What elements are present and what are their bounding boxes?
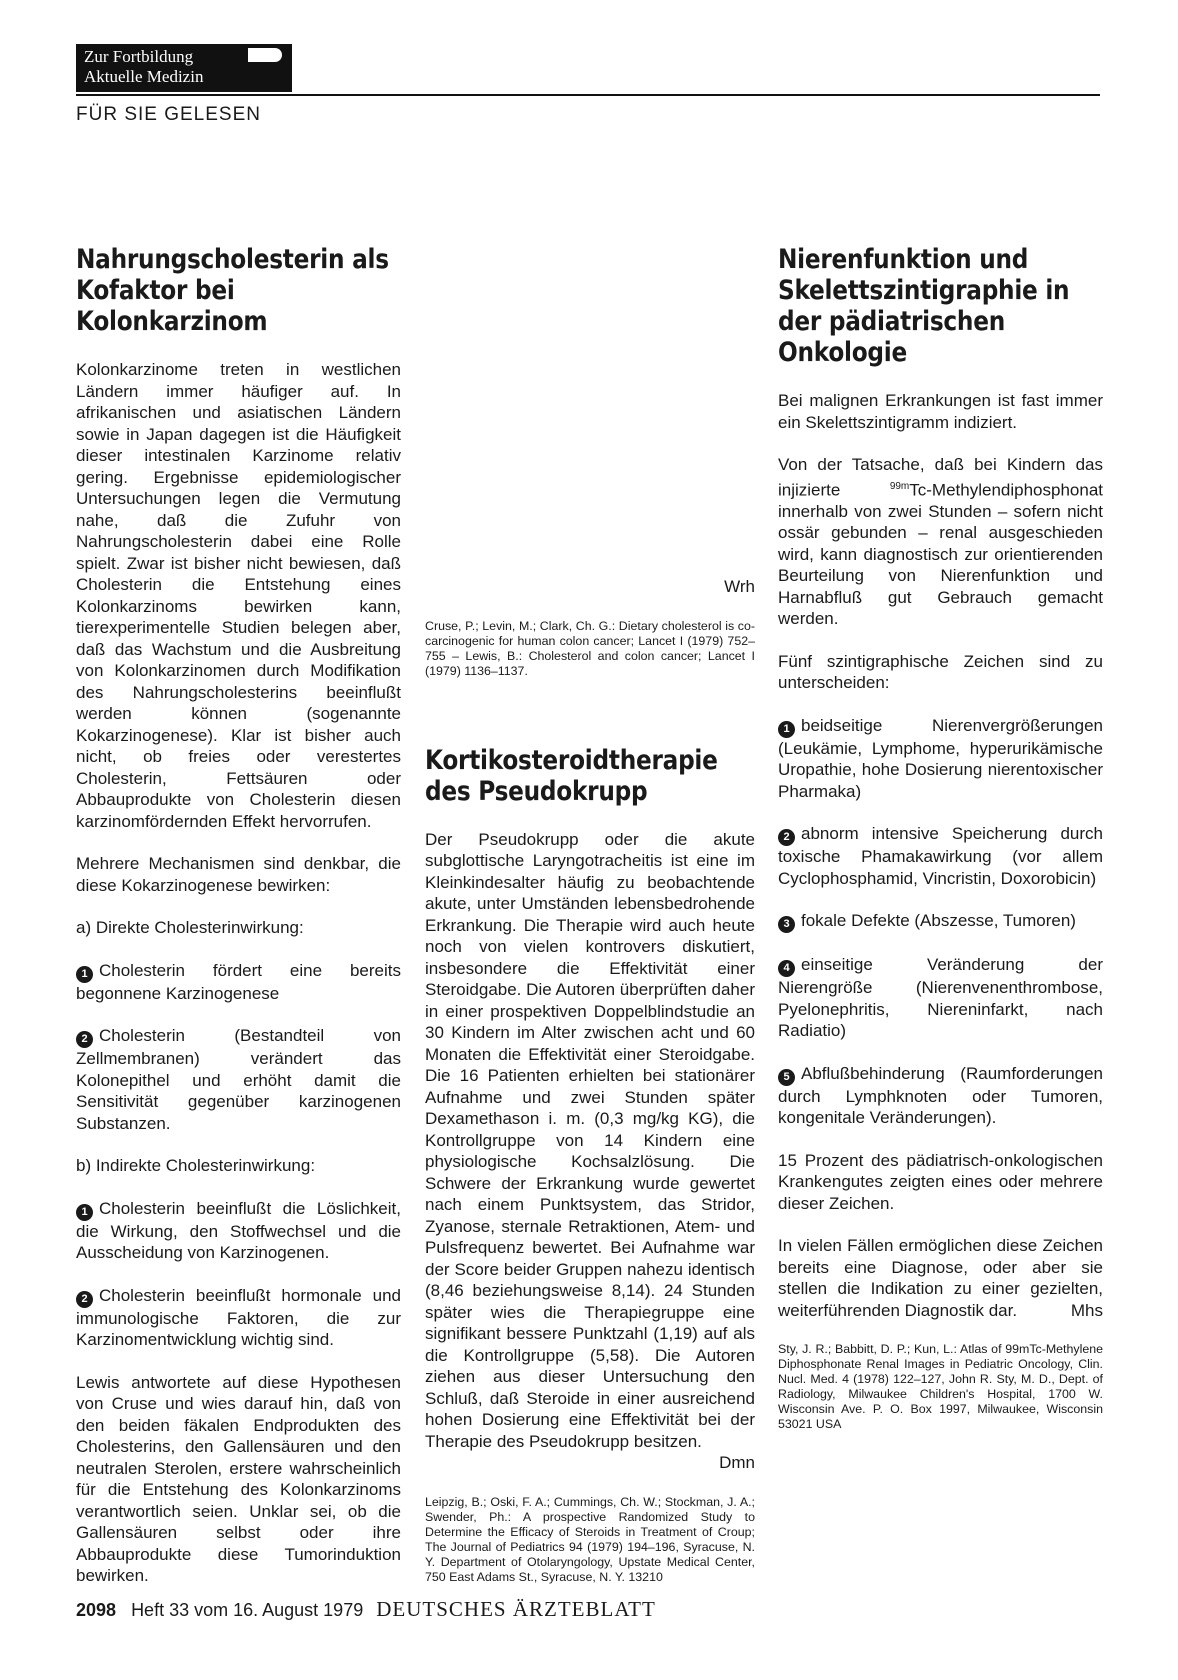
article-1-b1: 1 Cholesterin beeinflußt die Löslichkeit, die Wirkung, den Stoffwechsel und die Ausscheidung von Karzinogenen. bbox=[76, 1198, 401, 1262]
article-1-b2: 2 Cholesterin beeinflußt hormonale und immunologische Faktoren, die zur Karzinomentwicklung wichtig sind. bbox=[76, 1285, 401, 1349]
section-label: FÜR SIE GELESEN bbox=[76, 104, 261, 125]
article-2-reference: Leipzig, B.; Oski, F. A.; Cummings, Ch. W.; Stockman, J. A.; Swender, Ph.: A prospective Randomized Study to Determine the Efficacy of Steroids in Treatment of Croup; The Journal of Pediatrics 94 (1979) 194–196, Syracuse, N. Y. Department of Otolaryngology, Upstate Medical Center, 750 East Adams St., Syracuse, N. Y. 13210 bbox=[425, 1494, 755, 1584]
article-2-signature-line bbox=[425, 1452, 755, 1474]
number-4-icon: 4 bbox=[778, 960, 795, 977]
article-2-title: Kortikosteroidtherapie des Pseudokrupp bbox=[425, 744, 718, 807]
article-3-paragraph-4: 15 Prozent des pädiatrisch-onkologischen Krankengutes zeigten eines oder mehrere dieser Zeichen. bbox=[778, 1150, 1103, 1213]
sign-1: 1 beidseitige Nierenvergrößerungen (Leukämie, Lymphome, hyperurikämische Uropathie, hohe Dosierung nierentoxischer Pharmaka) bbox=[778, 715, 1103, 801]
sign-2: 2 abnorm intensive Speicherung durch toxische Phamakawirkung (vor allem Cyclophosphamid, Vincristin, Doxorobicin) bbox=[778, 824, 1103, 888]
article-3-title: Nierenfunktion und Skelettszintigraphie in der pädiatrischen Onkologie bbox=[778, 244, 1070, 368]
article-3-reference: Sty, J. R.; Babbitt, D. P.; Kun, L.: Atlas of 99mTc-Methylene Diphosphonate Renal Images in Pediatric Oncology, Clin. Nucl. Med. 4 (1978) 122–127, John R. Sty, M. D., Dept. of Radiology, Milwaukee Children's Hospital, 1700 W. Wisconsin Ave. P. O. Box 1997, Milwaukee, Wisconsin 53021 USA bbox=[778, 1342, 1103, 1432]
article-3-paragraph-2: Von der Tatsache, daß bei Kindern das injizierte $^{99m}$Tc-Methylendiphosphonat innerhalb von zwei Stunden – sofern nicht ossär gebunden – renal ausgeschieden wird, kann diagnostisch zur orientierenden Beurteilung von Nierenfunktion und Harnabfluß gut Gebrauch gemacht werden. bbox=[778, 455, 1103, 629]
number-2-icon: 2 bbox=[76, 1031, 93, 1048]
number-2-icon: 2 bbox=[76, 1291, 93, 1308]
article-3-paragraph-3: Fünf szintigraphische Zeichen sind zu unterscheiden: bbox=[778, 651, 1103, 693]
header-rule bbox=[76, 94, 1100, 96]
article-1-b-label: b) Indirekte Cholesterinwirkung: bbox=[76, 1156, 316, 1175]
article-1-reference: Cruse, P.; Levin, M.; Clark, Ch. G.: Dietary cholesterol is co-carcinogenic for human colon cancer; Lancet I (1979) 752–755 – Lewis, B.: Cholesterol and colon cancer; Lancet I (1979) 1136–1137. bbox=[425, 618, 755, 678]
number-1-icon: 1 bbox=[76, 1204, 93, 1221]
article-1-a2: 2 Cholesterin (Bestandteil von Zellmembranen) verändert das Kolonepithel und erhöht damit die Sensitivität gegenüber karzinogenen Substanzen. bbox=[76, 1026, 401, 1133]
number-1-icon: 1 bbox=[76, 966, 93, 983]
section-badge bbox=[76, 44, 292, 92]
number-3-icon: 3 bbox=[778, 916, 795, 933]
article-3-paragraph-1: Bei malignen Erkrankungen ist fast immer ein Skelettszintigramm indiziert. bbox=[778, 391, 1103, 432]
article-1-title: Nahrungscholesterin als Kofaktor bei Kolonkarzinom bbox=[76, 244, 389, 337]
article-1-continuation-space bbox=[425, 244, 755, 576]
number-1-icon: 1 bbox=[778, 721, 795, 738]
article-1-a1: 1 Cholesterin fördert eine bereits begonnene Karzinogenese bbox=[76, 960, 401, 1003]
sign-5: 5 Abflußbehinderung (Raumforderungen durch Lymphknoten oder Tumoren, kongenitale Veränderungen). bbox=[778, 1063, 1103, 1128]
journal-name: DEUTSCHES ÄRZTEBLATT bbox=[376, 1597, 656, 1621]
badge-arrow-icon bbox=[248, 48, 282, 62]
badge-line-1: Zur Fortbildung bbox=[84, 47, 194, 66]
article-2-signature: Dmn bbox=[719, 1453, 755, 1472]
article-1-a-label: a) Direkte Cholesterinwirkung: bbox=[76, 918, 304, 937]
badge-line-2: Aktuelle Medizin bbox=[84, 67, 204, 86]
sign-4: 4 einseitige Veränderung der Nierengröße (Nierenvenenthrombose, Pyelonephritis, Niereninfarkt, nach Radiatio) bbox=[778, 955, 1103, 1041]
article-1-paragraph-3: Lewis antwortete auf diese Hypothesen von Cruse und wies darauf hin, daß von den beiden fäkalen Endprodukten des Cholesterins, den Gallensäuren und den neutralen Sterolen, erstere wahrscheinlich für die Entstehung des Kolonkarzinoms verantwortlich seien. Unklar sei, ob die Gallensäuren selbst oder ihre Abbauprodukte diese Tumorinduktion bewirken. bbox=[76, 1372, 401, 1585]
issue-info: Heft 33 vom 16. August 1979 bbox=[131, 1600, 364, 1620]
column-1 bbox=[76, 244, 401, 1608]
number-2-icon: 2 bbox=[778, 829, 795, 846]
article-1-paragraph-1: Kolonkarzinome treten in westlichen Ländern immer häufiger auf. In afrikanischen und asiatischen Ländern sowie in Japan dagegen ist die Häufigkeit dieser intestinalen Karzinome relativ gering. Ergebnisse epidemiologischer Untersuchungen legen die Vermutung nahe, daß die Zufuhr von Nahrungscholesterin dabei eine Rolle spielt. Zwar ist bisher nicht bewiesen, daß Cholesterin die Entstehung eines Kolonkarzinoms bewirken kann, tierexperimentelle Studien belegen aber, daß das Wachstum und die Ausbreitung von Kolonkarzinomen durch Modifikation des Nahrungscholesterins beeinflußt werden können (sogenannte Kokarzinogenese). Klar ist bisher auch nicht, ob freies oder verestertes Cholesterin, Fettsäuren oder Abbauprodukte von Cholesterin diesen karzinomfördernden Effekt hervorrufen. bbox=[76, 360, 401, 831]
article-3-paragraph-5: In vielen Fällen ermöglichen diese Zeichen bereits eine Diagnose, oder aber sie stellen die Indikation zu einer gezielten, weiterführenden Diagnostik dar. Mhs bbox=[778, 1236, 1103, 1320]
number-5-icon: 5 bbox=[778, 1069, 795, 1086]
sign-3: 3 fokale Defekte (Abszesse, Tumoren) bbox=[778, 910, 1103, 933]
column-2 bbox=[425, 244, 755, 1609]
column-3 bbox=[778, 244, 1103, 1456]
article-1-paragraph-2: Mehrere Mechanismen sind denkbar, die diese Kokarzinogenese bewirken: bbox=[76, 854, 401, 895]
page-footer bbox=[76, 1597, 656, 1622]
article-1-signature: Wrh bbox=[724, 577, 755, 596]
article-2-paragraph-1: Der Pseudokrupp oder die akute subglottische Laryngotracheitis ist eine im Kleinkindesalter häufig zu beobachtende akute, unter Umständen lebensbedrohende Erkrankung. Die Therapie wird auch heute noch von vielen kontrovers diskutiert, insbesondere die Effektivität einer Steroidgabe. Die Autoren überprüften daher in einer prospektiven Doppelblindstudie an 30 Kindern im Alter zwischen acht und 60 Monaten die Effektivität einer Steroidgabe. Die 16 Patienten erhielten bei stationärer Aufnahme und zwei Stunden später Dexamethason i. m. (0,3 mg/kg KG), die Kontrollgruppe von 14 Kindern eine physiologische Kochsalzlösung. Die Schwere der Erkrankung wurde gewertet nach einem Punktsystem, das Stridor, Zyanose, sternale Retraktionen, Atem- und Pulsfrequenz bewertet. Bei Aufnahme war der Score beider Gruppen nahezu identisch (8,46 beziehungsweise 8,14). 24 Stunden später wies die Therapiegruppe eine signifikant bessere Punktzahl (1,19) auf als die Kontrollgruppe (5,58). Die Autoren ziehen aus dieser Untersuchung den Schluß, daß Steroide in einer ausreichend hohen Dosierung eine Effektivität bei der Therapie des Pseudokrupp besitzen. bbox=[425, 829, 755, 1451]
article-3-signature: Mhs bbox=[1070, 1300, 1103, 1320]
page-number: 2098 bbox=[76, 1600, 117, 1620]
article-1-signature-line bbox=[425, 576, 755, 598]
